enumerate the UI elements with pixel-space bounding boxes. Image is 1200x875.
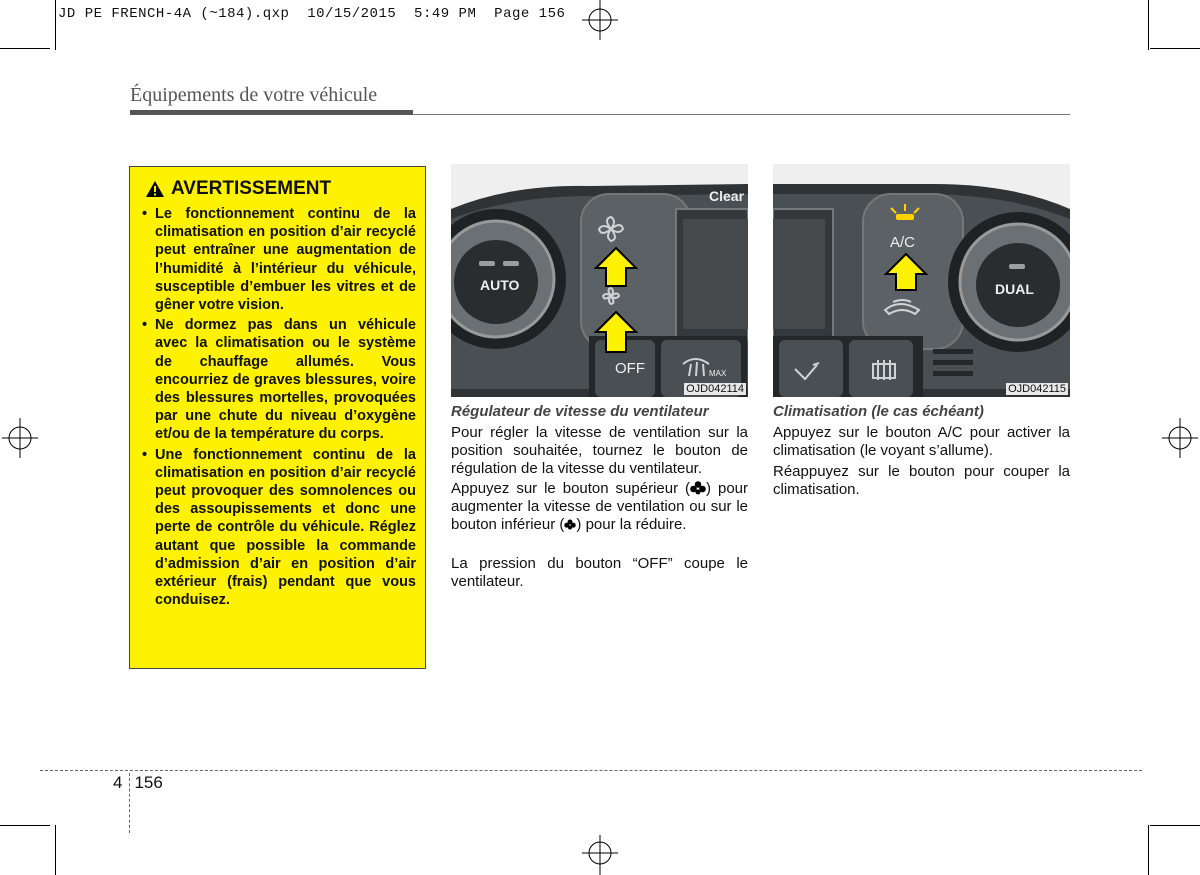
page-number-divider (129, 773, 130, 833)
registration-mark-right (1160, 418, 1200, 458)
dual-label: DUAL (995, 281, 1034, 297)
ac-paragraph-2: Réappuyez sur le bouton pour couper la climatisation. (773, 463, 1070, 499)
chapter-number: 4 (113, 773, 123, 792)
registration-mark-bottom (580, 835, 620, 875)
registration-mark-top (580, 0, 620, 45)
fan-paragraph-2 (451, 480, 748, 535)
fan-paragraph-2-part-b: ) pour augmenter la vitesse de ventilation ou sur le bouton inférieur ( (451, 480, 748, 534)
section-title: Équipements de votre véhicule (130, 84, 378, 106)
ac-label: A/C (890, 234, 916, 251)
print-slug: JD PE FRENCH-4A (~184).qxp 10/15/2015 5:49 PM Page 156 (58, 6, 566, 22)
fan-low-icon (564, 519, 576, 530)
fan-section-caption: Régulateur de vitesse du ventilateur (451, 403, 709, 420)
clear-label: Clear (709, 188, 745, 204)
figure-code: OJD042114 (686, 383, 744, 395)
ac-section-caption: Climatisation (le cas échéant) (773, 403, 984, 420)
footer-rule (40, 770, 1142, 771)
warning-item: • Ne dormez pas dans un véhicule avec la climatisation ou le système de chauffage allumés. Vous encourriez de graves blessures, voire des blessures mortelles, provoquées par une chute du niveau d’oxygène et/ou de la température du corps. (140, 316, 416, 443)
figure-code: OJD042115 (1008, 383, 1066, 395)
warning-item: • Le fonctionnement continu de la climatisation en position d’air recyclé peut entraîner une augmentation de l’humidité à l’intérieur du véhicule, susceptible d’embuer les vitres et de gêner votre vision. (140, 205, 416, 314)
fan-paragraph-2-part-a: Appuyez sur le bouton supérieur ( (451, 480, 691, 497)
page-number-value: 156 (134, 773, 163, 792)
page-number (113, 773, 163, 793)
warning-triangle-icon (145, 180, 165, 198)
warning-box (129, 166, 426, 669)
off-label: OFF (615, 360, 645, 377)
warning-title-text: AVERTISSEMENT (171, 178, 332, 199)
fan-control-photo (451, 164, 748, 397)
registration-mark-left (0, 418, 40, 458)
fan-paragraph-2-part-c: ) pour la réduire. (576, 516, 687, 534)
max-label: MAX (709, 369, 727, 378)
header-rule-dark (130, 110, 413, 115)
auto-label: AUTO (480, 277, 520, 293)
header-rule-light (413, 114, 1070, 115)
fan-paragraph-3: La pression du bouton “OFF” coupe le ventilateur. (451, 555, 748, 591)
fan-paragraph-1: Pour régler la vitesse de ventilation sur la position souhaitée, tournez le bouton de régulation de la vitesse du ventilateur. (451, 424, 748, 478)
fan-high-icon (690, 481, 706, 495)
ac-paragraph-1: Appuyez sur le bouton A/C pour activer la climatisation (le voyant s’allume). (773, 424, 1070, 460)
ac-control-photo (773, 164, 1070, 397)
warning-list (140, 205, 416, 611)
warning-title (145, 178, 331, 200)
warning-item: • Une fonctionnement continu de la climatisation en position d’air recyclé peut provoquer des somnolences ou des assoupissements et donc une perte de contrôle du véhicule. Réglez autant que possible la commande d’admission d’air en position d’air extérieur (frais) pendant que vous conduisez. (140, 446, 416, 610)
speaker-grille (933, 349, 973, 376)
